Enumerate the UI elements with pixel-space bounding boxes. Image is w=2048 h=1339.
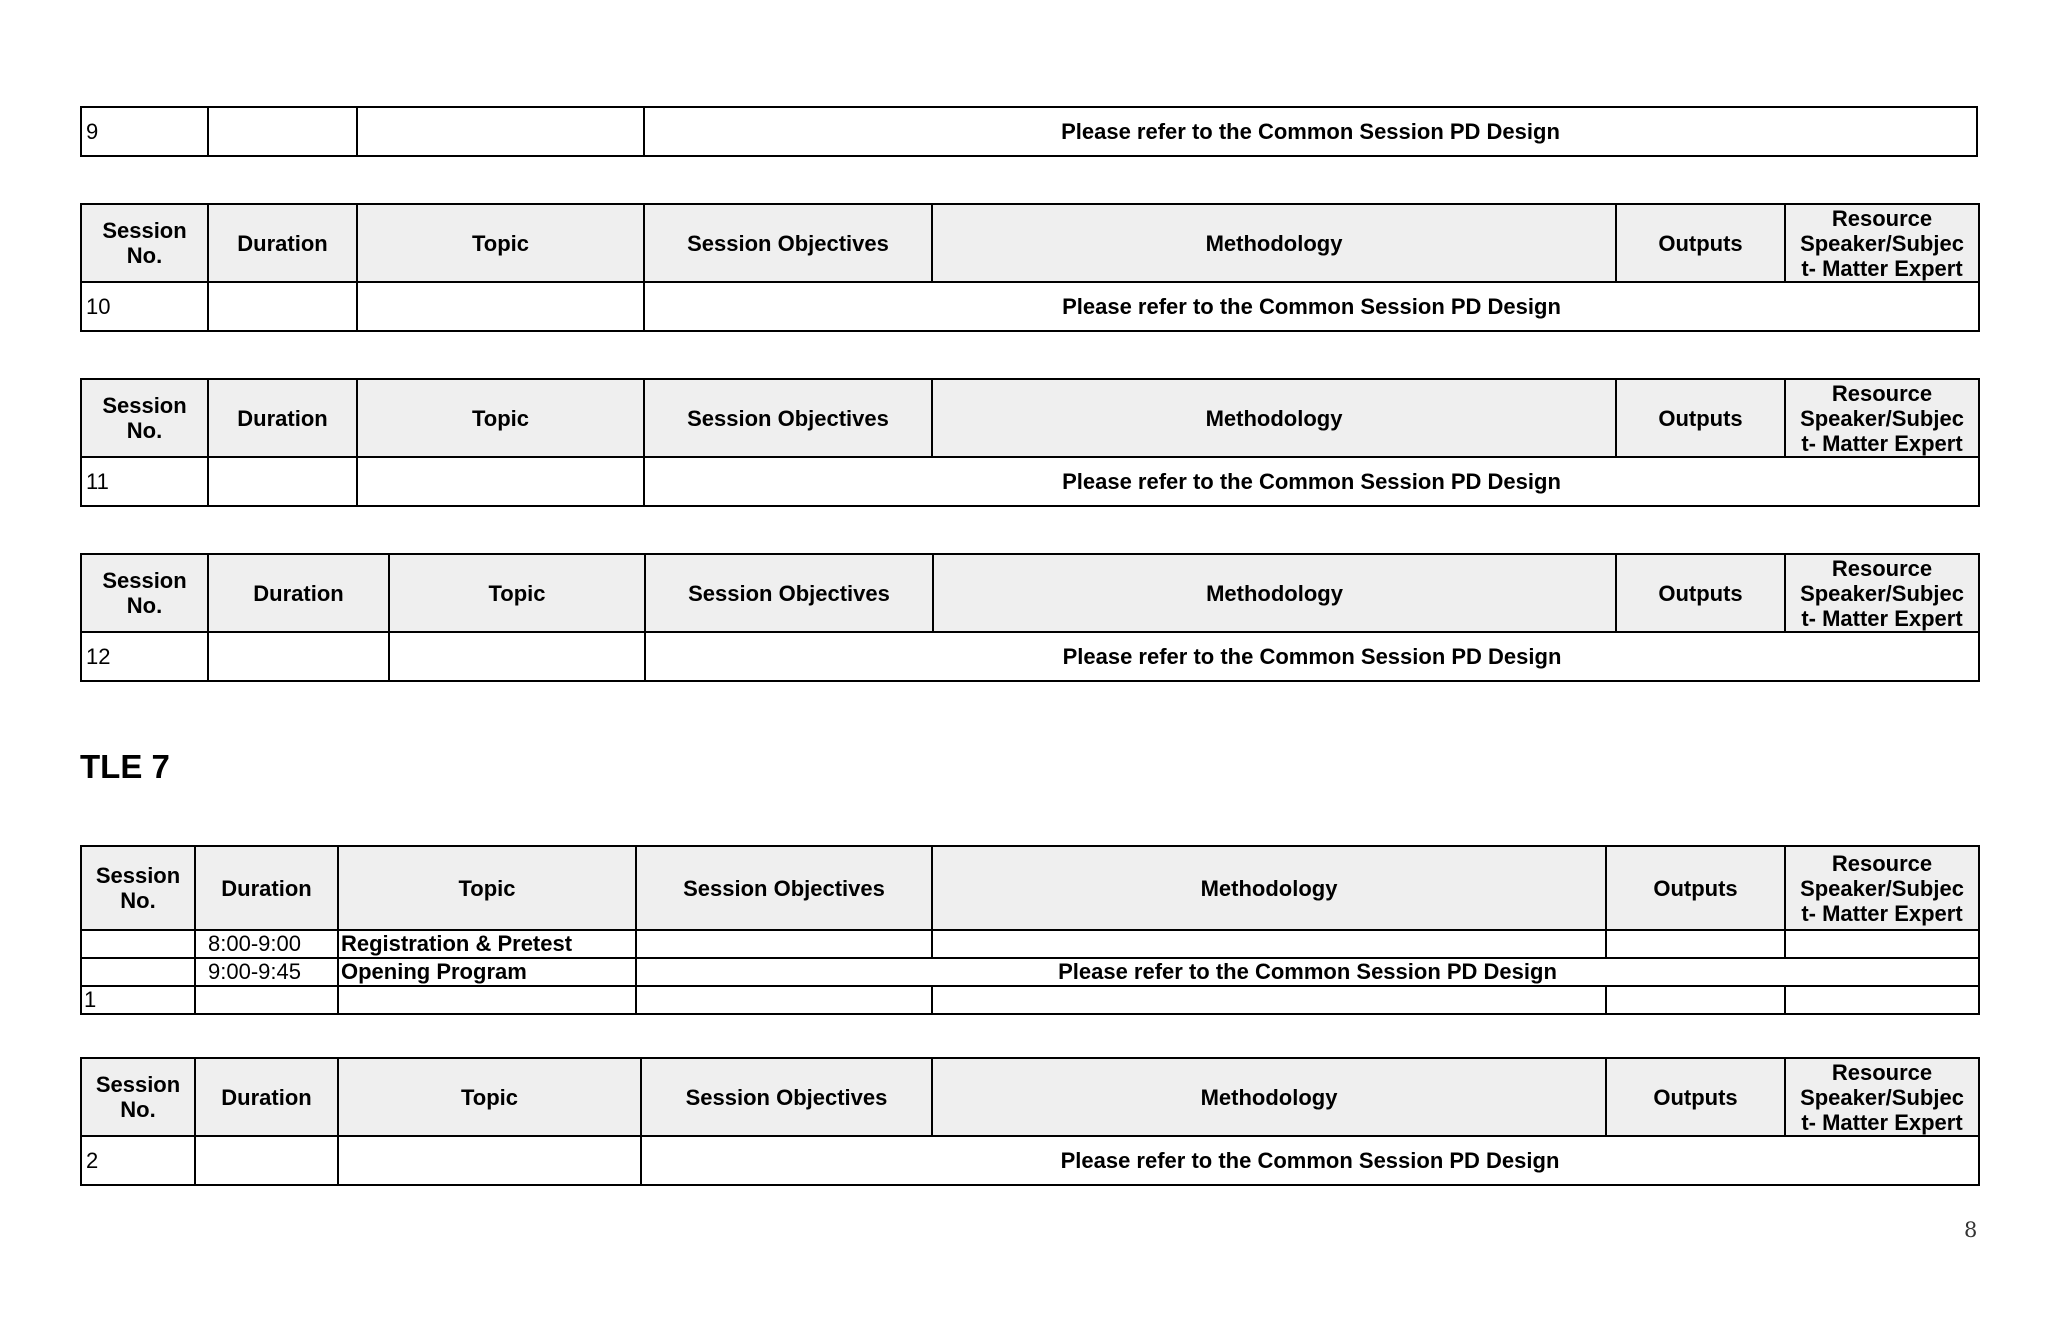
section-heading: TLE 7 (80, 748, 170, 785)
session-no-cell: 11 (81, 457, 208, 506)
topic-cell (338, 986, 636, 1014)
topic-header: Topic (357, 379, 644, 457)
session-no-header: Session No. (81, 554, 208, 632)
outputs-cell (1606, 930, 1785, 958)
table-row (81, 632, 1979, 681)
session-no-header: Session No. (81, 1058, 195, 1136)
resource-cell (1785, 986, 1979, 1014)
table-row (81, 958, 1979, 986)
session-12-table (80, 553, 1980, 682)
duration-header: Duration (208, 554, 389, 632)
session-no-cell: 12 (81, 632, 208, 681)
table-row (81, 457, 1979, 506)
resource-cell (1785, 930, 1979, 958)
outputs-cell (1606, 986, 1785, 1014)
refer-text: Please refer to the Common Session PD Design (644, 282, 1979, 331)
duration-header: Duration (208, 379, 357, 457)
session-no-header: Session No. (81, 379, 208, 457)
outputs-header: Outputs (1616, 204, 1785, 282)
outputs-header: Outputs (1616, 554, 1785, 632)
duration-header: Duration (195, 1058, 338, 1136)
refer-text: Please refer to the Common Session PD Design (641, 1136, 1979, 1185)
objectives-header: Session Objectives (645, 554, 933, 632)
table-row (81, 107, 1977, 156)
topic-cell: Registration & Pretest (338, 930, 636, 958)
table-row (81, 282, 1979, 331)
duration-cell (208, 282, 357, 331)
topic-cell (389, 632, 645, 681)
topic-header: Topic (389, 554, 645, 632)
session-9-table (80, 106, 1978, 157)
outputs-header: Outputs (1606, 846, 1785, 930)
session-no-header: Session No. (81, 204, 208, 282)
topic-cell: Opening Program (338, 958, 636, 986)
duration-cell (208, 632, 389, 681)
refer-text: Please refer to the Common Session PD Design (645, 632, 1979, 681)
methodology-cell (932, 986, 1606, 1014)
refer-text: Please refer to the Common Session PD Design (644, 107, 1977, 156)
topic-header: Topic (338, 1058, 641, 1136)
objectives-header: Session Objectives (644, 379, 932, 457)
topic-cell (357, 107, 644, 156)
topic-cell (357, 282, 644, 331)
resource-header: Resource Speaker/Subjec t- Matter Expert (1785, 379, 1979, 457)
duration-cell: 8:00-9:00 (195, 930, 338, 958)
session-no-cell: 2 (81, 1136, 195, 1185)
duration-cell: 9:00-9:45 (195, 958, 338, 986)
duration-header: Duration (208, 204, 357, 282)
resource-header: Resource Speaker/Subjec t- Matter Expert (1785, 554, 1979, 632)
session-no-cell: 9 (81, 107, 208, 156)
outputs-header: Outputs (1616, 379, 1785, 457)
session-no-cell (81, 930, 195, 958)
table-row (81, 1136, 1979, 1185)
tle7-session-1-table (80, 845, 1980, 1015)
header-row (81, 846, 1979, 930)
refer-text: Please refer to the Common Session PD Design (636, 958, 1979, 986)
topic-cell (357, 457, 644, 506)
page-number: 8 (1964, 1218, 1978, 1242)
session-no-cell: 10 (81, 282, 208, 331)
tle7-session-2-table (80, 1057, 1980, 1186)
methodology-header: Methodology (933, 554, 1616, 632)
header-row (81, 554, 1979, 632)
resource-header: Resource Speaker/Subjec t- Matter Expert (1785, 846, 1979, 930)
methodology-header: Methodology (932, 204, 1616, 282)
session-11-table (80, 378, 1980, 507)
objectives-cell (636, 986, 932, 1014)
topic-header: Topic (338, 846, 636, 930)
objectives-header: Session Objectives (644, 204, 932, 282)
methodology-header: Methodology (932, 379, 1616, 457)
table-row (81, 930, 1979, 958)
session-no-cell (81, 958, 195, 986)
duration-cell (208, 107, 357, 156)
methodology-cell (932, 930, 1606, 958)
header-row (81, 204, 1979, 282)
duration-cell (195, 986, 338, 1014)
methodology-header: Methodology (932, 1058, 1606, 1136)
header-row (81, 379, 1979, 457)
objectives-cell (636, 930, 932, 958)
topic-cell (338, 1136, 641, 1185)
refer-text: Please refer to the Common Session PD Design (644, 457, 1979, 506)
methodology-header: Methodology (932, 846, 1606, 930)
objectives-header: Session Objectives (636, 846, 932, 930)
objectives-header: Session Objectives (641, 1058, 932, 1136)
duration-header: Duration (195, 846, 338, 930)
table-row (81, 986, 1979, 1014)
header-row (81, 1058, 1979, 1136)
session-no-cell: 1 (81, 986, 195, 1014)
session-no-header: Session No. (81, 846, 195, 930)
duration-cell (208, 457, 357, 506)
resource-header: Resource Speaker/Subjec t- Matter Expert (1785, 1058, 1979, 1136)
session-10-table (80, 203, 1980, 332)
outputs-header: Outputs (1606, 1058, 1785, 1136)
duration-cell (195, 1136, 338, 1185)
topic-header: Topic (357, 204, 644, 282)
resource-header: Resource Speaker/Subjec t- Matter Expert (1785, 204, 1979, 282)
